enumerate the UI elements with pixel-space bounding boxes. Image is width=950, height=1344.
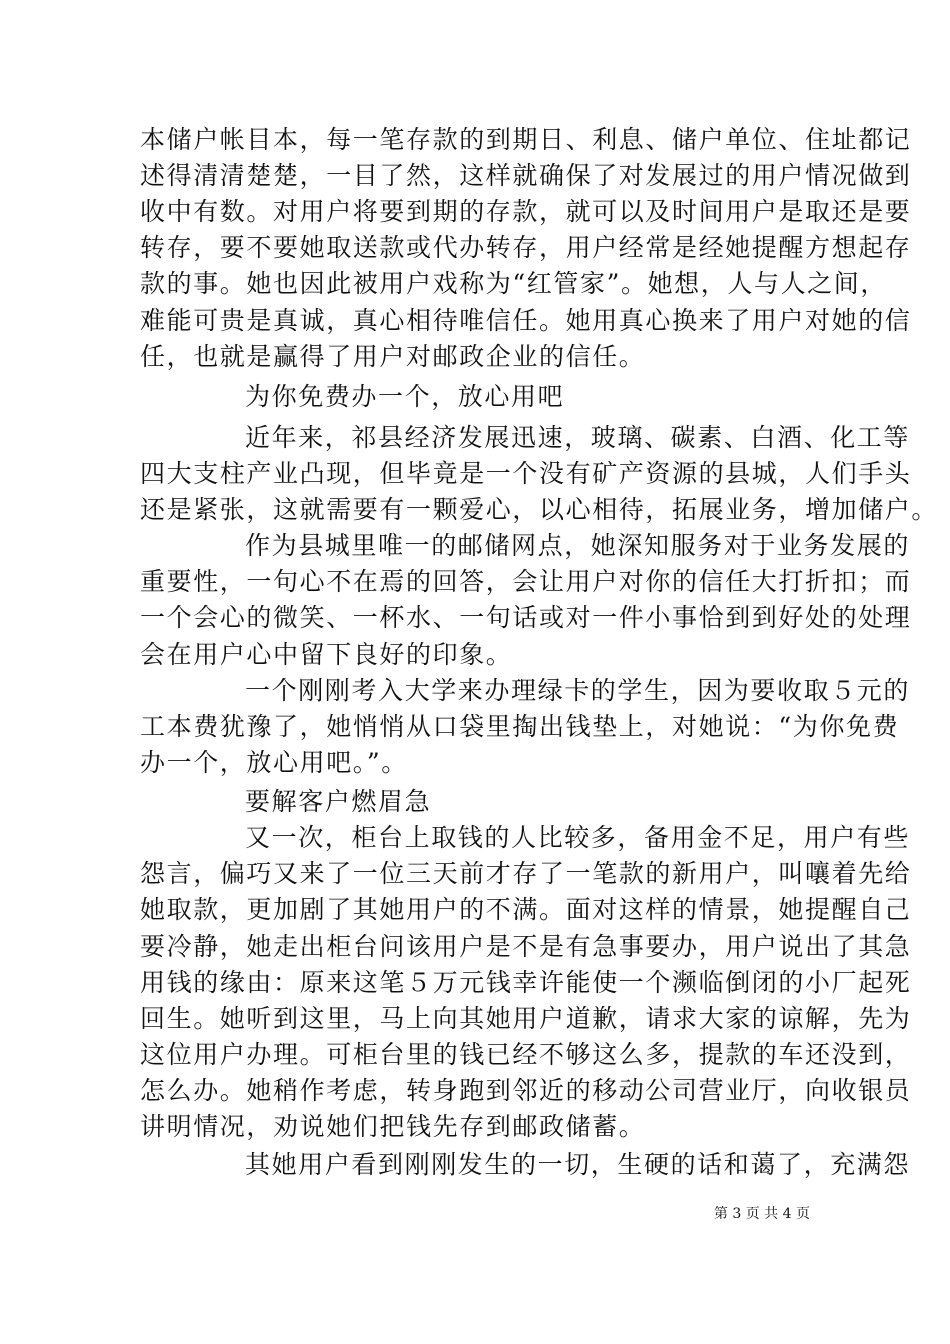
text-line: 怎么办。她稍作考虑，转身跑到邻近的移动公司营业厅，向收银员 (140, 1076, 912, 1105)
text-line: 述得清清楚楚，一目了然，这样就确保了对发展过的用户情况做到 (140, 161, 912, 190)
text-line: 本储户帐目本，每一笔存款的到期日、利息、储户单位、住址都记 (140, 125, 912, 154)
text-line: 这位用户办理。可柜台里的钱已经不够这么多，提款的车还没到， (140, 1040, 912, 1069)
text-line: 一个会心的微笑、一杯水、一句话或对一件小事恰到到好处的处理 (140, 603, 912, 632)
text-line: 重要性，一句心不在焉的回答，会让用户对你的信任大打折扣；而 (140, 567, 912, 596)
text-line: 回生。她听到这里，马上向其她用户道歉，请求大家的谅解，先为 (140, 1004, 912, 1033)
text-line: 四大支柱产业凸现，但毕竟是一个没有矿产资源的县城，人们手头 (140, 459, 912, 488)
text-line: 款的事。她也因此被用户戏称为“红管家”。她想，人与人之间， (140, 269, 887, 298)
text-line: 用钱的缘由：原来这笔５万元钱幸许能使一个濒临倒闭的小厂起死 (140, 968, 912, 997)
text-line: 要冷静，她走出柜台问该用户是不是有急事要办，用户说出了其急 (140, 932, 912, 961)
section-heading: 为你免费办一个，放心用吧 (245, 382, 565, 411)
text-line: 作为县城里唯一的邮储网点，她深知服务对于业务发展的 (245, 531, 911, 560)
text-line: 办一个，放心用吧。”。 (140, 748, 408, 777)
text-line: 任，也就是赢得了用户对邮政企业的信任。 (140, 342, 646, 371)
text-line: 收中有数。对用户将要到期的存款，就可以及时间用户是取还是要 (140, 197, 912, 226)
section-heading: 要解客户燃眉急 (245, 787, 432, 816)
text-line: 其她用户看到刚刚发生的一切，生硬的话和蔼了，充满怨 (245, 1150, 911, 1179)
text-line: 怨言，偏巧又来了一位三天前才存了一笔款的新用户，叫嚷着先给 (140, 859, 912, 888)
page-number: 第 3 页 共 4 页 (713, 1206, 810, 1222)
text-line: 近年来，祁县经济发展迅速，玻璃、碳素、白酒、化工等 (245, 423, 911, 452)
text-line: 一个刚刚考入大学来办理绿卡的学生，因为要收取５元的 (245, 676, 911, 705)
text-line: 工本费犹豫了，她悄悄从口袋里掏出钱垫上，对她说：“为你免费 (140, 712, 900, 741)
text-line: 转存，要不要她取送款或代办转存，用户经常是经她提醒方想起存 (140, 233, 912, 262)
text-line: 讲明情况，劝说她们把钱先存到邮政储蓄。 (140, 1112, 646, 1141)
text-line: 会在用户心中留下良好的印象。 (140, 640, 513, 669)
text-line: 还是紧张，这就需要有一颗爱心，以心相待，拓展业务，增加储户。 (140, 495, 939, 524)
text-line: 她取款，更加剧了其她用户的不满。面对这样的情景，她提醒自己 (140, 895, 912, 924)
text-line: 难能可贵是真诚，真心相待唯信任。她用真心换来了用户对她的信 (140, 306, 912, 335)
text-line: 又一次，柜台上取钱的人比较多，备用金不足，用户有些 (245, 823, 911, 852)
